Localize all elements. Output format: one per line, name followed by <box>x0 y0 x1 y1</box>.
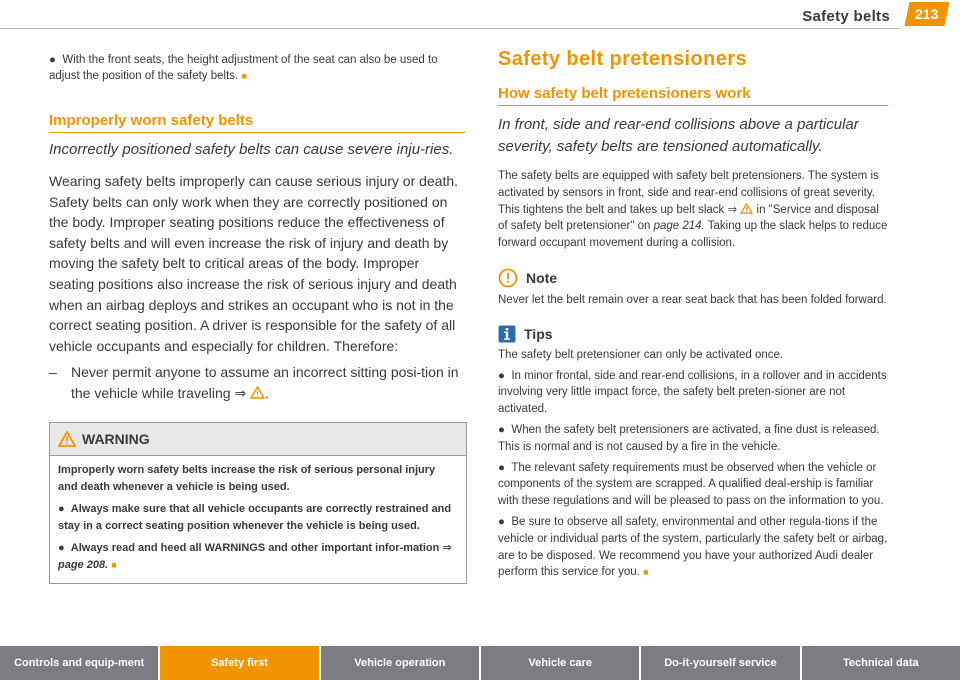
subsection-title: How safety belt pretensioners work <box>498 85 888 106</box>
list-item: ● In minor frontal, side and rear-end collisions, in a rollover and in accidents involving very little impact force, the safety belt preten-sioner are not activated. <box>498 369 887 416</box>
tab-vehicle-care[interactable]: Vehicle care <box>481 646 641 680</box>
page-number-badge <box>904 2 949 26</box>
left-column <box>49 52 465 584</box>
tips-label: Tips <box>524 325 553 342</box>
running-title: Safety belts <box>802 8 890 25</box>
tab-vehicle-operation[interactable]: Vehicle operation <box>321 646 481 680</box>
bullet-dot-icon: ● <box>498 423 512 436</box>
warning-label: WARNING <box>82 430 150 447</box>
bullet-dot-icon: ● <box>498 461 512 474</box>
bullet-dot-icon: ● <box>58 502 71 515</box>
warning-line: Improperly worn safety belts increase the risk of serious personal injury and death whenever a vehicle is being used. <box>58 463 436 494</box>
warning-triangle-icon <box>58 431 76 447</box>
tab-safety-first[interactable]: Safety first <box>160 646 320 680</box>
page-number: 213 <box>915 6 939 22</box>
warning-bullet: ● Always read and heed all WARNINGS and other important infor-mation ⇒ page 208. ■ <box>58 541 452 572</box>
warning-triangle-icon <box>740 203 753 214</box>
section-body: Wearing safety belts improperly can cause serious injury or death. Safety belts can only work when they are correctly positioned on the body. Improper seating positions reduce the effectiveness of safety belts and will even increase the risk of injury and death by moving the safety belt to critical areas of the body. Improper seating positions also increase the risk of serious injury and death when an airbag deploys and strikes an occupant who is not in the correct seating position. A driver is responsible for the safety of all vehicle occupants and especially for children. Therefore: <box>49 173 459 354</box>
tab-do-it-yourself-service[interactable]: Do-it-yourself service <box>641 646 801 680</box>
warning-triangle-icon <box>250 386 265 399</box>
warning-box <box>49 422 467 584</box>
warning-bullet: ● Always make sure that all vehicle occupants are correctly restrained and stay in a correct seating position whenever the vehicle is being used. <box>58 502 452 533</box>
note-label: Note <box>526 269 558 286</box>
list-item: ● The relevant safety requirements must be observed when the vehicle or components of the system are scrapped. A qualified deal-ership is familiar with these regulations and will be pleased to pass on the information to you. <box>498 461 884 508</box>
chapter-nav <box>0 646 960 680</box>
list-item: ● When the safety belt pretensioners are activated, a fine dust is released. This is normal and is not caused by a fire in the vehicle. <box>498 423 880 453</box>
intro-bullet: ● With the front seats, the height adjustment of the seat can also be used to adjust the position of the safety belts. ■ <box>49 54 438 82</box>
page-reference-link[interactable]: page 208. <box>58 559 109 572</box>
bullet-dot-icon: ● <box>498 515 512 528</box>
warning-header <box>50 423 466 456</box>
section-title: Improperly worn safety belts <box>49 112 465 133</box>
page-header <box>0 0 960 40</box>
note-circle-icon <box>498 268 518 288</box>
dash-icon: – <box>49 364 57 381</box>
page-reference-link[interactable]: page 214. <box>653 220 705 233</box>
list-item: ● Be sure to observe all safety, environmental and other regula-tions if the vehicle or individual parts of the system, particularly the safety belt or airbag, are to be disposed. We recommend you have your authorized Audi dealer perform this service for you. ■ <box>498 515 888 579</box>
tips-intro: The safety belt pretensioner can only be activated once. <box>498 348 784 361</box>
bullet-dot-icon: ● <box>58 541 71 554</box>
bullet-dot-icon: ● <box>49 54 63 66</box>
tips-header <box>498 325 888 343</box>
subsection-lead: In front, side and rear-end collisions above a particular severity, safety belts are tensioned automatically. <box>498 116 859 155</box>
header-rule <box>0 28 900 29</box>
page-section-title: Safety belt pretensioners <box>498 48 747 70</box>
end-mark-icon: ■ <box>643 567 649 578</box>
info-icon <box>498 325 516 343</box>
note-header <box>498 268 888 288</box>
warning-body <box>50 456 466 583</box>
end-mark-icon: ■ <box>111 560 117 571</box>
tab-technical-data[interactable]: Technical data <box>802 646 960 680</box>
end-mark-icon: ■ <box>241 71 247 81</box>
right-column <box>498 48 888 581</box>
section-lead: Incorrectly positioned safety belts can cause severe inju-ries. <box>49 141 454 158</box>
bullet-dot-icon: ● <box>498 369 512 382</box>
note-text: Never let the belt remain over a rear seat back that has been folded forward. <box>498 293 887 306</box>
tab-controls-and-equipment[interactable]: Controls and equip-ment <box>0 646 160 680</box>
subsection-body: The safety belts are equipped with safety belt pretensioners. The system is activated by sensors in front, side and rear-end collisions of great severity. This tightens the belt and takes up belt slack ⇒ in "Service and disposal of safety belt pretensioner" on page 214. Taking up the slack helps to reduce forward occupant movement during a collision. <box>498 170 888 250</box>
list-item: – Never permit anyone to assume an incorrect sitting posi-tion in the vehicle while traveling ⇒ . <box>49 364 459 401</box>
